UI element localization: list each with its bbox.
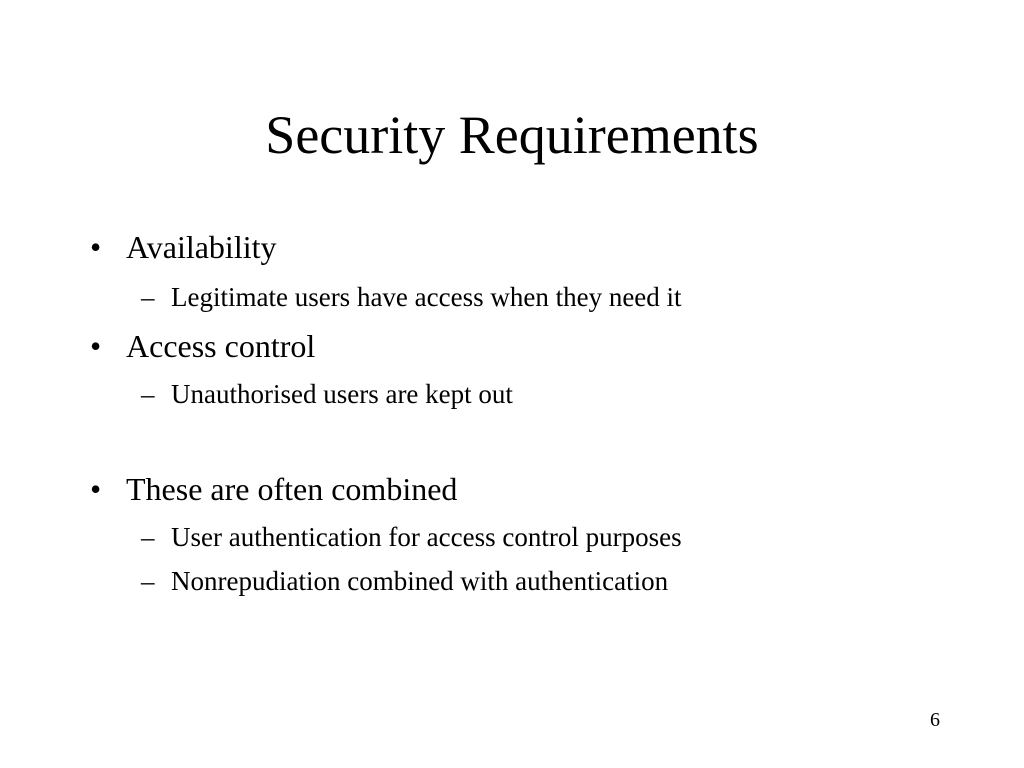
bullet-marker: •: [90, 328, 102, 364]
slide-title: Security Requirements: [265, 105, 759, 165]
sub-bullet-text: Unauthorised users are kept out: [171, 379, 513, 409]
sub-bullet-text: User authentication for access control purposes: [171, 522, 682, 552]
sub-bullet-text: Legitimate users have access when they need it: [171, 282, 682, 312]
bullet-marker: •: [90, 471, 102, 507]
bullet-marker: •: [90, 229, 102, 265]
sub-bullet-marker: –: [141, 566, 155, 596]
sub-bullet-marker: –: [141, 282, 155, 312]
sub-bullet-marker: –: [141, 379, 155, 409]
bullet-text: Access control: [126, 328, 316, 364]
bullet-text: Availability: [126, 229, 277, 265]
page-number: 6: [930, 709, 940, 731]
sub-bullet-marker: –: [141, 522, 155, 552]
sub-bullet-text: Nonrepudiation combined with authentication: [171, 566, 669, 596]
bullet-text: These are often combined: [126, 471, 458, 507]
